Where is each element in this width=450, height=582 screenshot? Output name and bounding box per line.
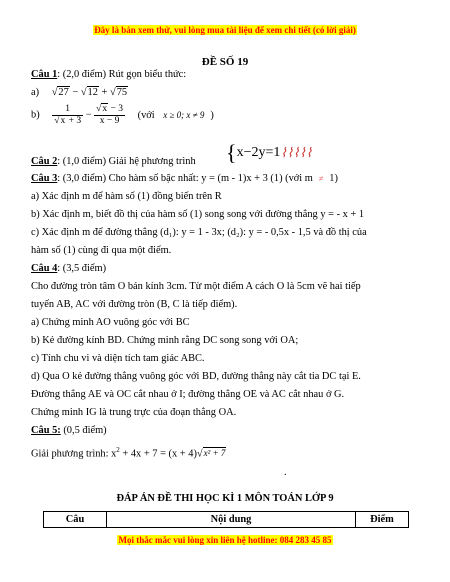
question-1-text: : (2,0 điểm) Rút gọn biểu thức: <box>57 69 187 80</box>
preview-banner <box>0 25 450 35</box>
fraction-2 <box>94 104 125 127</box>
fraction-1-numerator: 1 <box>52 104 83 116</box>
question-5-equation <box>31 444 226 460</box>
question-3a: a) Xác định m để hàm số (1) đồng biến trên R <box>31 191 222 202</box>
question-1b <box>31 104 214 127</box>
column-content: Nội dung <box>107 512 356 528</box>
question-3 <box>31 172 338 185</box>
question-4-intro-line1: Cho đường tròn tâm O bán kính 3cm. Từ một điểm A cách O là 5cm vẽ hai tiếp <box>31 281 361 292</box>
question-1a <box>31 86 128 99</box>
condition-close: ) <box>210 110 214 121</box>
radicand-x: x <box>102 104 108 114</box>
question-4d-line1: d) Qua O kẻ đường thẳng vuông góc với BD, đường thẳng này cắt tia DC tại E. <box>31 371 361 382</box>
equation-system-text: x−2y=1 <box>236 145 281 160</box>
equation-prefix: Giải phương trình: x <box>31 448 117 460</box>
question-3-label: Câu 3 <box>31 173 58 184</box>
numerator-tail: − 3 <box>108 104 123 114</box>
answer-title: ĐÁP ÁN ĐỀ THI HỌC KÌ 1 MÔN TOÁN LỚP 9 <box>116 493 334 504</box>
radicand-2: 12 <box>87 87 98 98</box>
preview-banner-text: Đây là bản xem thử, vui lòng mua tài liệu để xem chi tiết (có lời giải) <box>94 25 356 35</box>
fraction-1 <box>52 104 83 127</box>
question-3-text: : (3,0 điểm) Cho hàm số bậc nhất: y = (m - 1)x + 3 (1) (với m <box>57 173 313 184</box>
radicand-x: x <box>60 116 66 126</box>
sqrt-icon: √ <box>51 87 58 98</box>
operator: + <box>98 87 110 98</box>
question-1 <box>31 68 186 81</box>
neq-symbol: ≠ <box>318 174 324 183</box>
question-4b: b) Kẻ đường kính BD. Chứng minh rằng DC song song với OA; <box>31 335 299 346</box>
equation-system <box>226 141 312 165</box>
question-5-points: (0,5 điểm) <box>60 425 107 436</box>
question-4-intro-line2: tuyến AB, AC với đường tròn (B, C là tiếp điểm). <box>31 299 238 310</box>
question-4c: c) Tính chu vi và diện tích tam giác ABC. <box>31 353 205 364</box>
column-score: Điểm <box>356 512 409 528</box>
exponent: 2 <box>116 446 120 454</box>
condition-open: (với <box>137 110 158 121</box>
sqrt-icon: √ <box>54 116 60 126</box>
hotline-banner <box>0 535 450 545</box>
minus-operator: − <box>85 109 95 121</box>
question-1b-label: b) <box>31 109 40 121</box>
question-4a: a) Chứng minh AO vuông góc với BC <box>31 317 190 328</box>
condition <box>138 110 214 121</box>
question-3c-line2: hàm số (1) cùng đi qua một điểm. <box>31 245 172 256</box>
broken-equation-image: ⌇⌇⌇⌇⌇ <box>280 145 313 160</box>
answer-table-header <box>44 512 409 528</box>
column-question: Câu <box>44 512 107 528</box>
question-4d-line3: Chứng minh IG là trung trực của đoạn thẳng OA. <box>31 407 237 418</box>
exam-title: ĐỀ SỐ 19 <box>201 56 249 68</box>
left-brace-icon: { <box>226 140 237 165</box>
sqrt-icon: √ <box>196 448 203 460</box>
denominator-tail: + 3 <box>66 116 82 126</box>
equation-radicand: x² + 7 <box>203 448 226 459</box>
question-5-label: Câu 5: <box>31 425 61 436</box>
hotline-banner-text: Mọi thắc mắc vui lòng xin liên hệ hotline: 084 283 45 85 <box>118 535 332 545</box>
question-4 <box>31 262 106 275</box>
question-3-text-end: 1) <box>329 173 338 184</box>
stray-dot: . <box>284 467 287 478</box>
operator: − <box>69 87 81 98</box>
sqrt-icon: √ <box>96 104 102 114</box>
question-2-label: Câu 2 <box>31 156 58 167</box>
question-3b: b) Xác định m, biết đồ thị của hàm số (1) song song với đường thẳng y = - x + 1 <box>31 209 365 220</box>
fraction-2-denominator: x − 9 <box>99 116 120 126</box>
fraction-2-numerator <box>94 104 125 116</box>
question-4-points: : (3,5 điểm) <box>57 263 107 274</box>
question-2-text: : (1,0 điểm) Giải hệ phương trình <box>57 156 196 167</box>
sqrt-icon: √ <box>80 87 87 98</box>
answer-table <box>43 511 409 528</box>
question-1a-label: a) <box>31 87 40 98</box>
fraction-1-denominator <box>52 116 83 127</box>
sqrt-icon: √ <box>110 87 116 98</box>
question-1-label: Câu 1 <box>31 69 58 80</box>
question-2 <box>31 155 196 168</box>
radicand-1: 27 <box>58 87 69 98</box>
condition-text: x ≥ 0; x ≠ 9 <box>163 110 205 120</box>
question-3c-line1: c) Xác định m để đường thẳng (d₁): y = 1 - 3x; (d₂): y = - 0,5x - 1,5 và đồ thị của <box>31 227 367 238</box>
equation-middle: + 4x + 7 = (x + 4) <box>119 448 197 460</box>
question-4-label: Câu 4 <box>31 263 58 274</box>
question-5 <box>31 424 107 437</box>
question-4d-line2: Đường thẳng AE và OC cắt nhau ở I; đường thẳng OE và AC cắt nhau ở G. <box>31 389 345 400</box>
radicand-3: 75 <box>116 87 128 98</box>
